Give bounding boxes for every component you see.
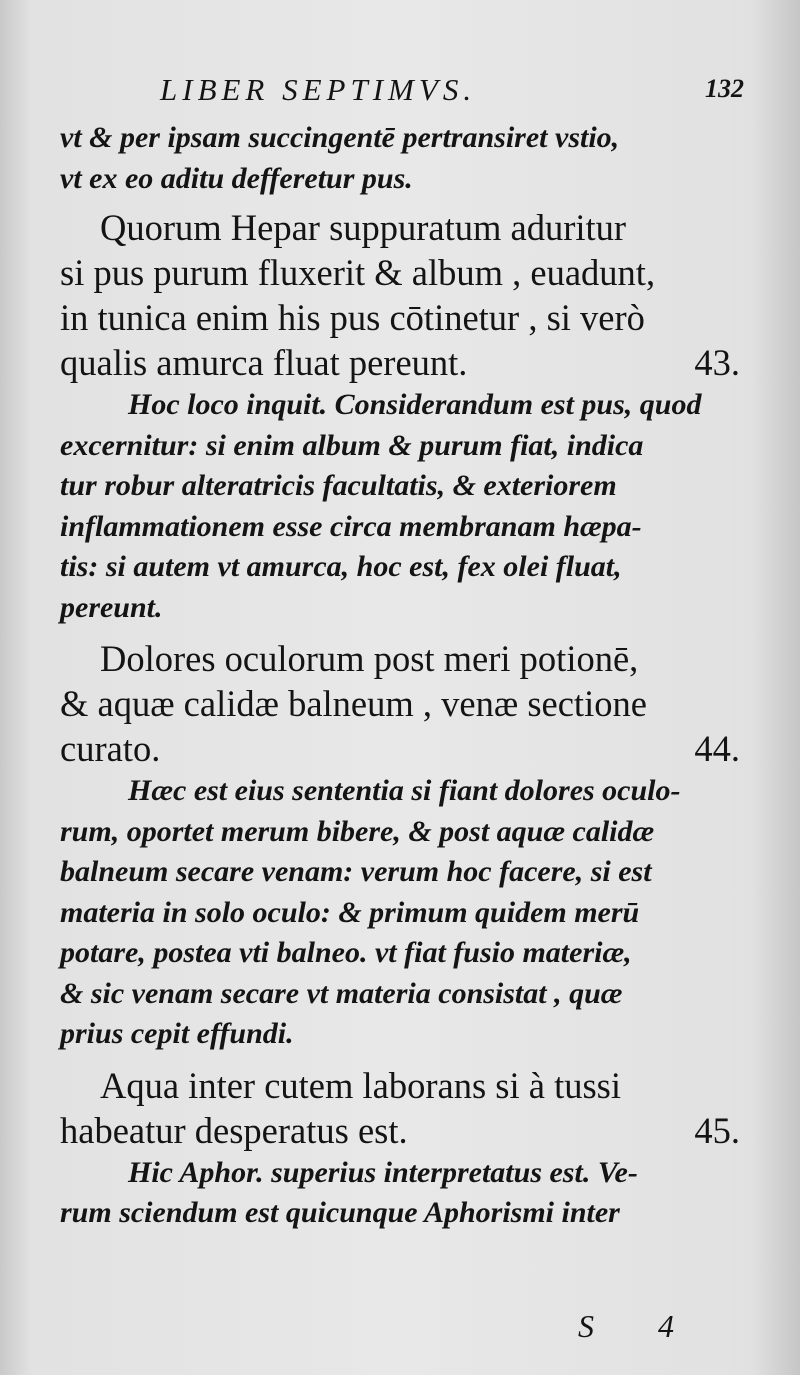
text-line: materia in solo oculo: & primum quidem merū	[60, 895, 640, 929]
aphorism-number: 43.	[694, 342, 740, 383]
text-line: rum sciendum est quicunque Aphorismi inter	[60, 1196, 620, 1229]
text-line: vt & per ipsam succingentē pertransiret vstio,	[60, 121, 620, 154]
intro-text	[60, 118, 740, 199]
text-line: in tunica enim his pus cōtinetur , si verò	[60, 297, 645, 338]
text-line: & sic venam secare vt materia consistat , quæ	[60, 976, 623, 1010]
text-line	[60, 1108, 740, 1153]
commentary-45	[60, 1153, 740, 1234]
text-line-content: habeatur desperatus est.	[60, 1109, 408, 1151]
commentary-44	[60, 771, 740, 1055]
text-line: tis: si autem vt amurca, hoc est, fex olei fluat,	[60, 550, 622, 583]
signature-mark: S 4	[578, 1308, 702, 1344]
aphorism-number: 44.	[694, 728, 740, 769]
text-line: Hæc est eius sententia si fiant dolores oculo-	[128, 774, 681, 807]
text-line-content: qualis amurca fluat pereunt.	[60, 342, 468, 383]
page-number: 132	[705, 74, 744, 103]
text-line: Aqua inter cutem laborans si à tussi	[100, 1064, 622, 1106]
text-line: rum, oportet merum bibere, & post aquæ calidæ	[60, 814, 655, 848]
text-line: Quorum Hepar suppuratum aduritur	[100, 207, 627, 248]
aphorism-44	[60, 636, 740, 771]
running-head: LIBER SEPTIMVS.	[160, 72, 477, 107]
text-line: pereunt.	[60, 590, 163, 624]
text-line: Dolores oculorum post meri potionē,	[100, 638, 639, 679]
aphorism-45	[60, 1063, 740, 1153]
text-line-content: curato.	[60, 728, 161, 769]
text-line: prius cepit effundi.	[60, 1017, 294, 1050]
text-line: & aquæ calidæ balneum , venæ sectione	[60, 683, 647, 724]
text-line: tur robur alteratricis facultatis, & exteriorem	[60, 469, 617, 502]
text-line	[60, 340, 740, 385]
text-line: balneum secare venam: verum hoc facere, si est	[60, 855, 652, 888]
text-line: Hoc loco inquit. Considerandum est pus, quod	[128, 388, 702, 421]
text-line: inflammationem esse circa membranam hæpa-	[60, 509, 642, 543]
page-header	[60, 68, 744, 116]
aphorism-number: 45.	[694, 1109, 740, 1151]
text-line: vt ex eo aditu defferetur pus.	[60, 161, 413, 195]
text-line: si pus purum fluxerit & album , euadunt,	[60, 252, 656, 293]
text-line: Hic Aphor. superius interpretatus est. Ve-	[128, 1155, 638, 1189]
commentary-43	[60, 385, 740, 628]
text-line	[60, 726, 740, 771]
text-line: potare, postea vti balneo. vt fiat fusio materiæ,	[60, 936, 632, 969]
aphorism-43	[60, 205, 740, 385]
text-line: excernitur: si enim album & purum fiat, indica	[60, 428, 644, 462]
